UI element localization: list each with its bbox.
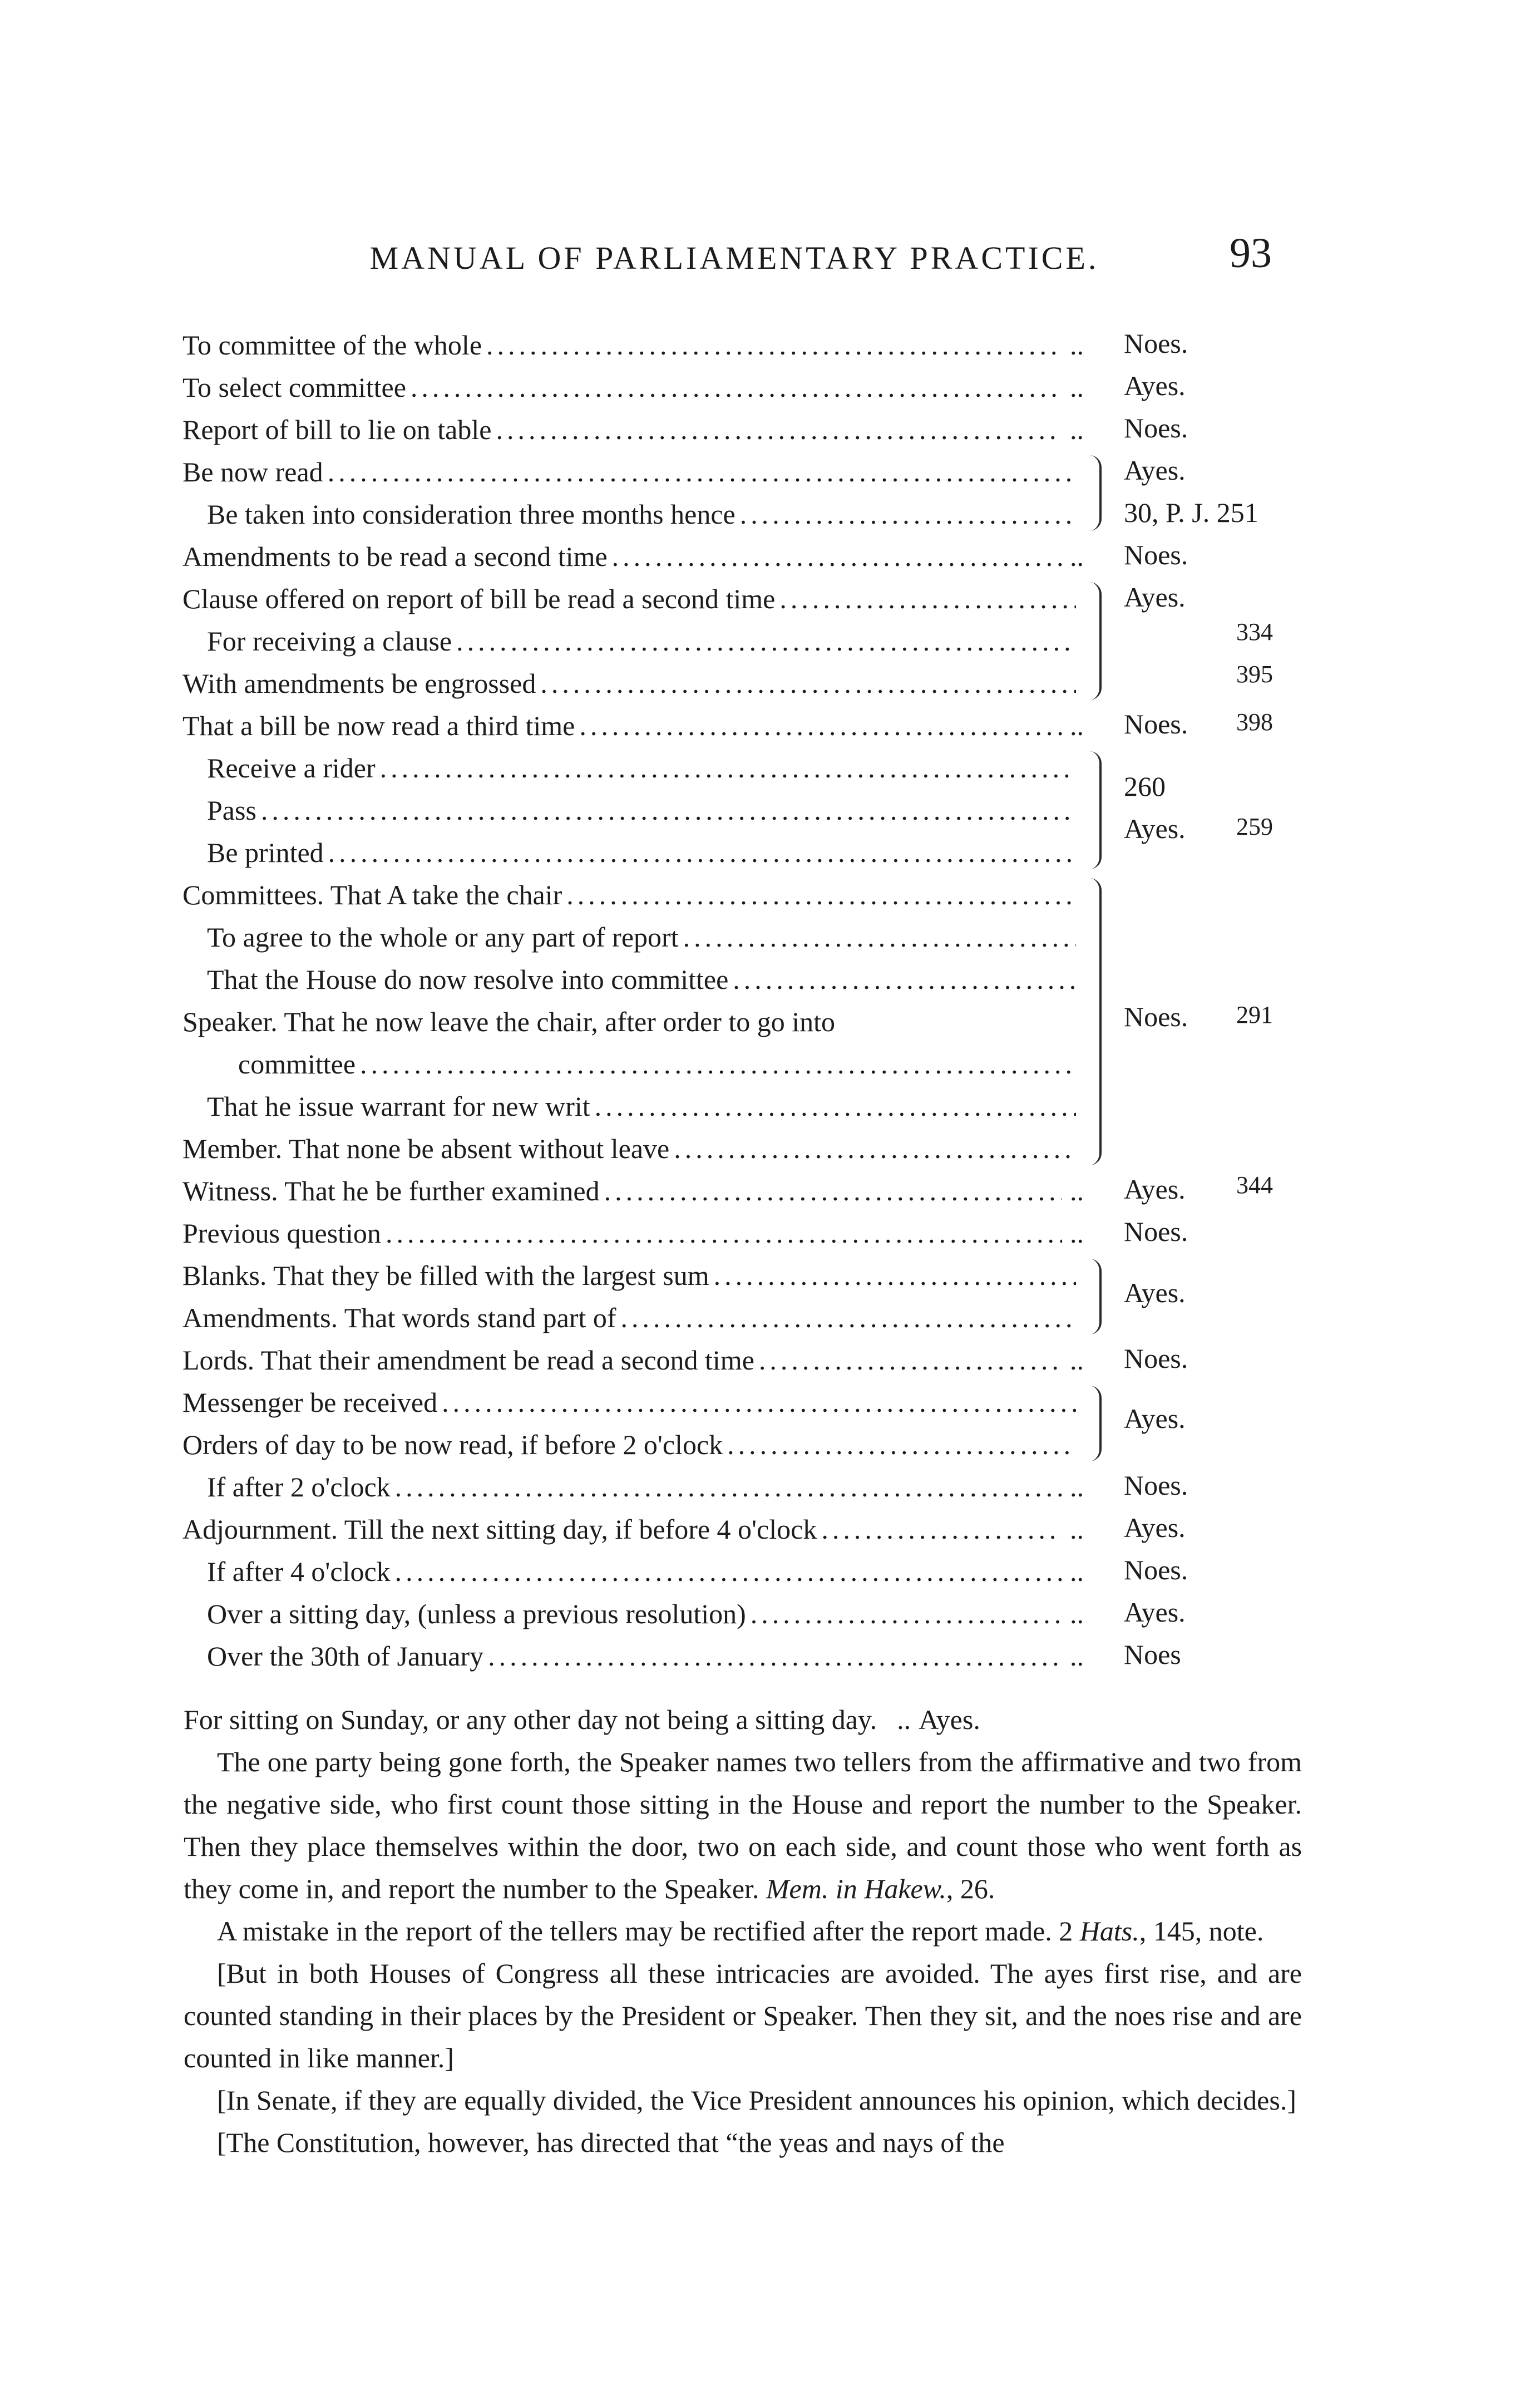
group-brace xyxy=(1084,878,1102,1165)
table-row xyxy=(182,1297,1084,1339)
group-brace xyxy=(1084,751,1102,869)
paragraph-text: [In Senate, if they are equally divided, the Vice President announces his opinion, which decides.] xyxy=(217,2085,1296,2116)
table-row xyxy=(207,1085,1084,1127)
table-row: For sitting on Sunday, or any other day not being a sitting day. .. Ayes. xyxy=(184,1698,1302,1741)
citation-suffix: , 26. xyxy=(946,1873,995,1904)
row-label: Clause offered on report of bill be read a second time xyxy=(182,583,776,614)
row-vote: Ayes. xyxy=(919,1704,980,1735)
table-row: Over the 30th of January ..... .. xyxy=(207,1635,1084,1677)
table-row xyxy=(207,958,1084,1001)
citation: Hats. xyxy=(1079,1915,1139,1947)
row-label: To agree to the whole or any part of report xyxy=(207,922,679,953)
table-row: If after 4 o'clock ..... .. xyxy=(207,1550,1084,1593)
table-row: Amendments to be read a second time ..... .. xyxy=(182,535,1084,578)
table-row: Over a sitting day, (unless a previous resolution) ..... .. xyxy=(207,1593,1084,1635)
table-row xyxy=(182,578,1084,620)
row-vote: Noes. xyxy=(1124,708,1188,740)
row-vote: 260 xyxy=(1124,771,1166,802)
row-vote: Ayes. xyxy=(1124,813,1186,844)
row-vote: 30, P. J. 251 xyxy=(1124,497,1258,528)
citation-suffix: , 145, note. xyxy=(1139,1915,1264,1947)
page-number: 93 xyxy=(1230,230,1272,277)
row-label: If after 4 o'clock xyxy=(207,1556,391,1587)
paragraph xyxy=(184,2121,1302,2164)
paragraph-text: A mistake in the report of the tellers may be rectified after the report made. 2 xyxy=(217,1915,1073,1947)
row-vote: Noes. xyxy=(1124,1554,1188,1585)
row-reference: 398 xyxy=(1236,708,1273,736)
row-label: Amendments to be read a second time xyxy=(182,541,608,572)
row-label: committee xyxy=(238,1048,356,1080)
table-row: To committee of the whole ..... .. xyxy=(182,324,1084,366)
table-row: That a bill be now read a third time ..... .. xyxy=(182,705,1084,747)
paragraph xyxy=(184,2079,1302,2121)
group-brace xyxy=(1084,1386,1102,1461)
table-row xyxy=(182,662,1084,705)
row-vote: Ayes. xyxy=(1124,1597,1186,1628)
row-label: Previous question xyxy=(182,1218,381,1249)
row-label: Amendments. That words stand part of xyxy=(182,1302,616,1333)
table-row xyxy=(207,620,1084,662)
table-row xyxy=(207,493,1084,535)
table-row: Witness. That he be further examined ..... .. xyxy=(182,1170,1084,1212)
row-reference: 259 xyxy=(1236,813,1273,840)
paragraph xyxy=(184,1741,1302,1910)
row-label: That a bill be now read a third time xyxy=(182,710,575,741)
running-head: MANUAL OF PARLIAMENTARY PRACTICE. xyxy=(369,240,1099,276)
row-label: Orders of day to be now read, if before 2 o'clock xyxy=(182,1429,723,1460)
paragraph-text: [But in both Houses of Congress all these intricacies are avoided. The ayes first rise, and are counted standing in their places by the President or Speaker. Then they sit, and the noes rise and are counted in like manner.] xyxy=(184,1958,1302,2073)
row-label: Be now read xyxy=(182,456,323,487)
row-reference: 344 xyxy=(1236,1171,1273,1199)
row-vote: Ayes. xyxy=(1124,455,1186,486)
row-label: Committees. That A take the chair xyxy=(182,879,562,910)
row-label: That the House do now resolve into committee xyxy=(207,964,729,995)
row-label: Messenger be received xyxy=(182,1387,438,1418)
row-label: Receive a rider xyxy=(207,752,376,784)
row-vote: Ayes. xyxy=(1124,1403,1186,1434)
row-label: Blanks. That they be filled with the largest sum xyxy=(182,1260,709,1291)
table-row: Adjournment. Till the next sitting day, if before 4 o'clock ..... .. xyxy=(182,1508,1084,1550)
row-label: To select committee xyxy=(182,372,406,403)
row-vote: Ayes. xyxy=(1124,1174,1186,1205)
row-label: For sitting on Sunday, or any other day not being a sitting day. xyxy=(184,1704,877,1735)
table-row xyxy=(238,1043,1084,1085)
row-vote: Ayes. xyxy=(1124,1277,1186,1308)
group-brace xyxy=(1084,1259,1102,1334)
group-brace xyxy=(1084,582,1102,700)
row-reference: 334 xyxy=(1236,618,1273,646)
table-row xyxy=(182,1254,1084,1297)
table-row xyxy=(207,916,1084,958)
row-label: Witness. That he be further examined xyxy=(182,1175,600,1206)
row-label: Be taken into consideration three months hence xyxy=(207,499,736,530)
row-reference: 291 xyxy=(1236,1001,1273,1028)
table-row xyxy=(182,1423,1084,1466)
row-vote: Noes. xyxy=(1124,328,1188,359)
table-row xyxy=(182,874,1084,916)
table-row xyxy=(207,831,1084,874)
row-label: Over a sitting day, (unless a previous resolution) xyxy=(207,1598,746,1629)
row-label: To committee of the whole xyxy=(182,329,482,361)
table-row: If after 2 o'clock ..... .. xyxy=(207,1466,1084,1508)
row-label: Be printed xyxy=(207,837,324,868)
table-row xyxy=(182,1001,1084,1043)
row-reference: 395 xyxy=(1236,661,1273,688)
row-vote: Ayes. xyxy=(1124,582,1186,613)
row-label: Report of bill to lie on table xyxy=(182,414,492,445)
citation: Mem. in Hakew. xyxy=(766,1873,946,1904)
row-vote: Noes. xyxy=(1124,412,1188,444)
table-row xyxy=(182,1127,1084,1170)
row-vote: Noes. xyxy=(1124,1216,1188,1247)
row-label: If after 2 o'clock xyxy=(207,1471,391,1502)
table-row: Lords. That their amendment be read a second time ..... .. xyxy=(182,1339,1084,1381)
row-vote: Noes. xyxy=(1124,1001,1188,1032)
paragraph xyxy=(184,1952,1302,2079)
paragraph-text: [The Constitution, however, has directed that “the yeas and nays of the xyxy=(217,2127,1005,2158)
row-label: Lords. That their amendment be read a second time xyxy=(182,1344,754,1376)
row-vote: Noes. xyxy=(1124,1470,1188,1501)
table-row: Previous question ..... .. xyxy=(182,1212,1084,1254)
paragraph-text: The one party being gone forth, the Speaker names two tellers from the affirmative and two from the negative side, who first count those sitting in the House and report the number to the Speaker. Then they place themselves within the door, two on each side, and count those who went forth as they come in, and report the number to the Speaker. xyxy=(184,1746,1302,1904)
row-label: Speaker. That he now leave the chair, after order to go into xyxy=(182,1006,836,1037)
row-label: Over the 30th of January xyxy=(207,1641,484,1672)
group-brace xyxy=(1084,455,1102,531)
table-row xyxy=(207,747,1084,789)
table-row: Report of bill to lie on table ..... .. xyxy=(182,408,1084,451)
paragraph xyxy=(184,1910,1302,1952)
table-row xyxy=(182,1381,1084,1423)
row-label: Pass xyxy=(207,795,256,826)
row-vote: Ayes. xyxy=(1124,1512,1186,1543)
row-vote: Noes. xyxy=(1124,1343,1188,1374)
row-vote: Noes. xyxy=(1124,539,1188,570)
row-label: Member. That none be absent without leave xyxy=(182,1133,670,1164)
row-label: Adjournment. Till the next sitting day, if before 4 o'clock xyxy=(182,1514,817,1545)
row-label: With amendments be engrossed xyxy=(182,668,536,699)
row-label: That he issue warrant for new writ xyxy=(207,1091,590,1122)
body-text xyxy=(184,1698,1302,2164)
row-label: For receiving a clause xyxy=(207,625,452,657)
table-row: To select committee ..... .. xyxy=(182,366,1084,408)
table-row xyxy=(182,451,1084,493)
row-vote: Ayes. xyxy=(1124,370,1186,401)
row-vote: Noes xyxy=(1124,1639,1181,1670)
table-row xyxy=(207,789,1084,831)
